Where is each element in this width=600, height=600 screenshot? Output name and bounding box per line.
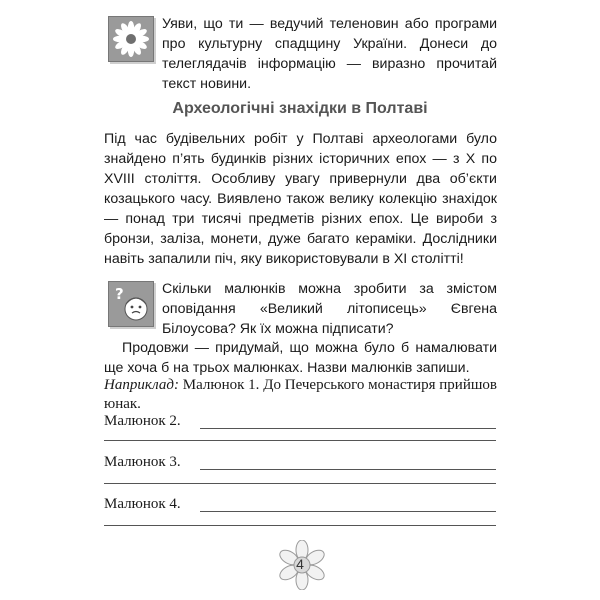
answer-input-line[interactable]	[104, 483, 496, 484]
task-continue-text: Продовжи — придумай, що можна було б намалювати ще хоча б на трьох малюнках. Назви малюнків запиши.	[104, 340, 497, 376]
question-child-icon	[108, 281, 154, 327]
answer-input-line[interactable]	[200, 511, 496, 512]
answer-input-line[interactable]	[104, 440, 496, 441]
answer-label: Малюнок 2.	[104, 413, 181, 429]
answer-row-2	[104, 413, 496, 433]
example-label: Наприклад:	[104, 377, 179, 393]
task-culture-text: Уяви, що ти — ведучий теленовин або програми про культурну спадщину України. Донеси до телеглядачів інформацію — виразно прочитай текст новини.	[162, 16, 497, 92]
task-question-text: Скільки малюнків можна зробити за змістом оповідання «Великий літописець» Євгена Білоусова? Як їх можна підписати?	[162, 281, 497, 337]
article-body: Під час будівельних робіт у Полтаві археологами було знайдено п’ять будинків різних історичних епох — з X по XVIII століття. Особливу увагу привернули два об’єкти козацького часу. Виявлено також велику колекцію знахідок — понад три тисячі предметів різних епох. Це вироби з бронзи, заліза, монети, дуже багато кераміки. Дослідники навіть запалили піч, яку використовували в XI столітті!	[104, 131, 497, 267]
example-line	[104, 376, 497, 414]
answer-input-line[interactable]	[200, 428, 496, 429]
chamomile-flower-icon	[108, 16, 154, 62]
example-text: Малюнок 1. До Печерського монастиря прийшов юнак.	[104, 377, 497, 412]
answer-input-line[interactable]	[104, 525, 496, 526]
answer-row-4	[104, 496, 496, 516]
answer-input-line[interactable]	[200, 469, 496, 470]
page-number: 4	[296, 556, 304, 572]
svg-text:?: ?	[115, 285, 124, 303]
answer-row-3	[104, 454, 496, 474]
article-title: Археологічні знахідки в Полтаві	[172, 100, 428, 117]
answer-label: Малюнок 3.	[104, 454, 181, 470]
answer-label: Малюнок 4.	[104, 496, 181, 512]
